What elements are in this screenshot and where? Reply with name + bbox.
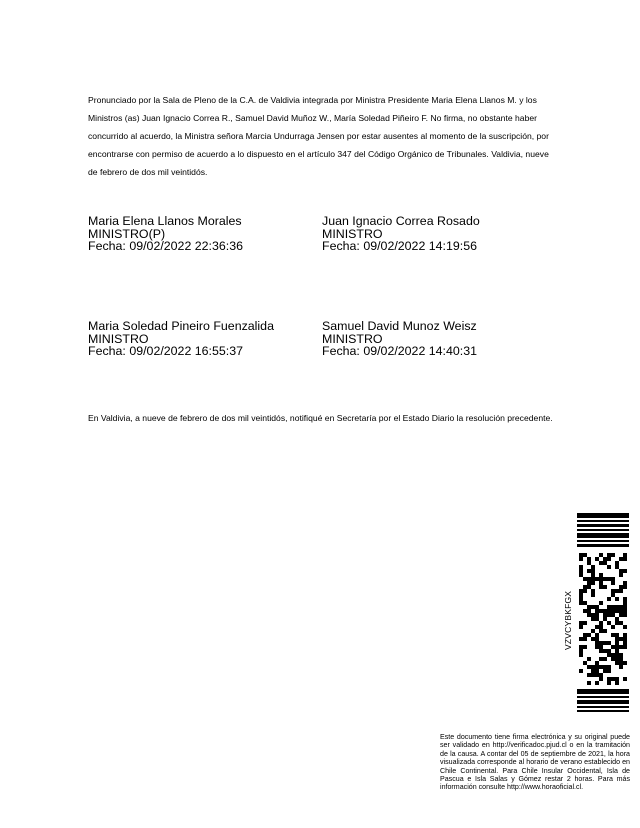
signer-role: MINISTRO: [322, 331, 383, 346]
signer-role: MINISTRO(P): [88, 226, 166, 241]
signer-name: Maria Elena Llanos Morales: [88, 214, 242, 228]
signature-block: [88, 320, 274, 358]
signature-block: [322, 215, 480, 253]
signer-name: Maria Soledad Pineiro Fuenzalida: [88, 319, 274, 333]
signature-date: Fecha: 09/02/2022 16:55:37: [88, 344, 244, 359]
notification-paragraph: En Valdivia, a nueve de febrero de dos mil veintidós, notifiqué en Secretaría por el Estado Diario la resolución precedente.: [88, 413, 553, 423]
electronic-signature-note: Este documento tiene firma electrónica y su original puede ser validado en http://verificadoc.pjud.cl o en la tramitación de la causa. A contar del 05 de septiembre de 2021, la hora visualizada corresponde al horario de verano establecido en Chile Continental. Para Chile Insular Occidental, Isla de Pascua e Isla Salas y Gómez restar 2 horas. Para más información consulte http://www.horaoficial.cl.: [440, 733, 630, 792]
signature-block: [88, 215, 243, 253]
pronouncement-paragraph: Pronunciado por la Sala de Pleno de la C.A. de Valdivia integrada por Ministra Presidente Maria Elena Llanos M. y los Ministros (as) Juan Ignacio Correa R., Samuel David Muñoz W., María Soledad Piñeiro F. No firma, no obstante haber concurrido al acuerdo, la Ministra señora Marcia Undurraga Jensen por estar ausentes al momento de la suscripción, por encontrarse con permiso de acuerdo a lo dispuesto en el artículo 347 del Código Orgánico de Tribunales. Valdivia, nueve de febrero de dos mil veintidós.: [88, 95, 549, 177]
barcode-graphic: [577, 513, 629, 712]
signature-date: Fecha: 09/02/2022 22:36:36: [88, 239, 244, 254]
verification-barcode: [577, 513, 629, 712]
signer-name: Samuel David Munoz Weisz: [322, 319, 477, 333]
verification-code: VZVCYBKFGX: [563, 590, 573, 650]
signer-name: Juan Ignacio Correa Rosado: [322, 214, 480, 228]
signature-block: [322, 320, 477, 358]
signature-date: Fecha: 09/02/2022 14:40:31: [322, 344, 478, 359]
signer-role: MINISTRO: [88, 331, 149, 346]
signature-date: Fecha: 09/02/2022 14:19:56: [322, 239, 478, 254]
signer-role: MINISTRO: [322, 226, 383, 241]
